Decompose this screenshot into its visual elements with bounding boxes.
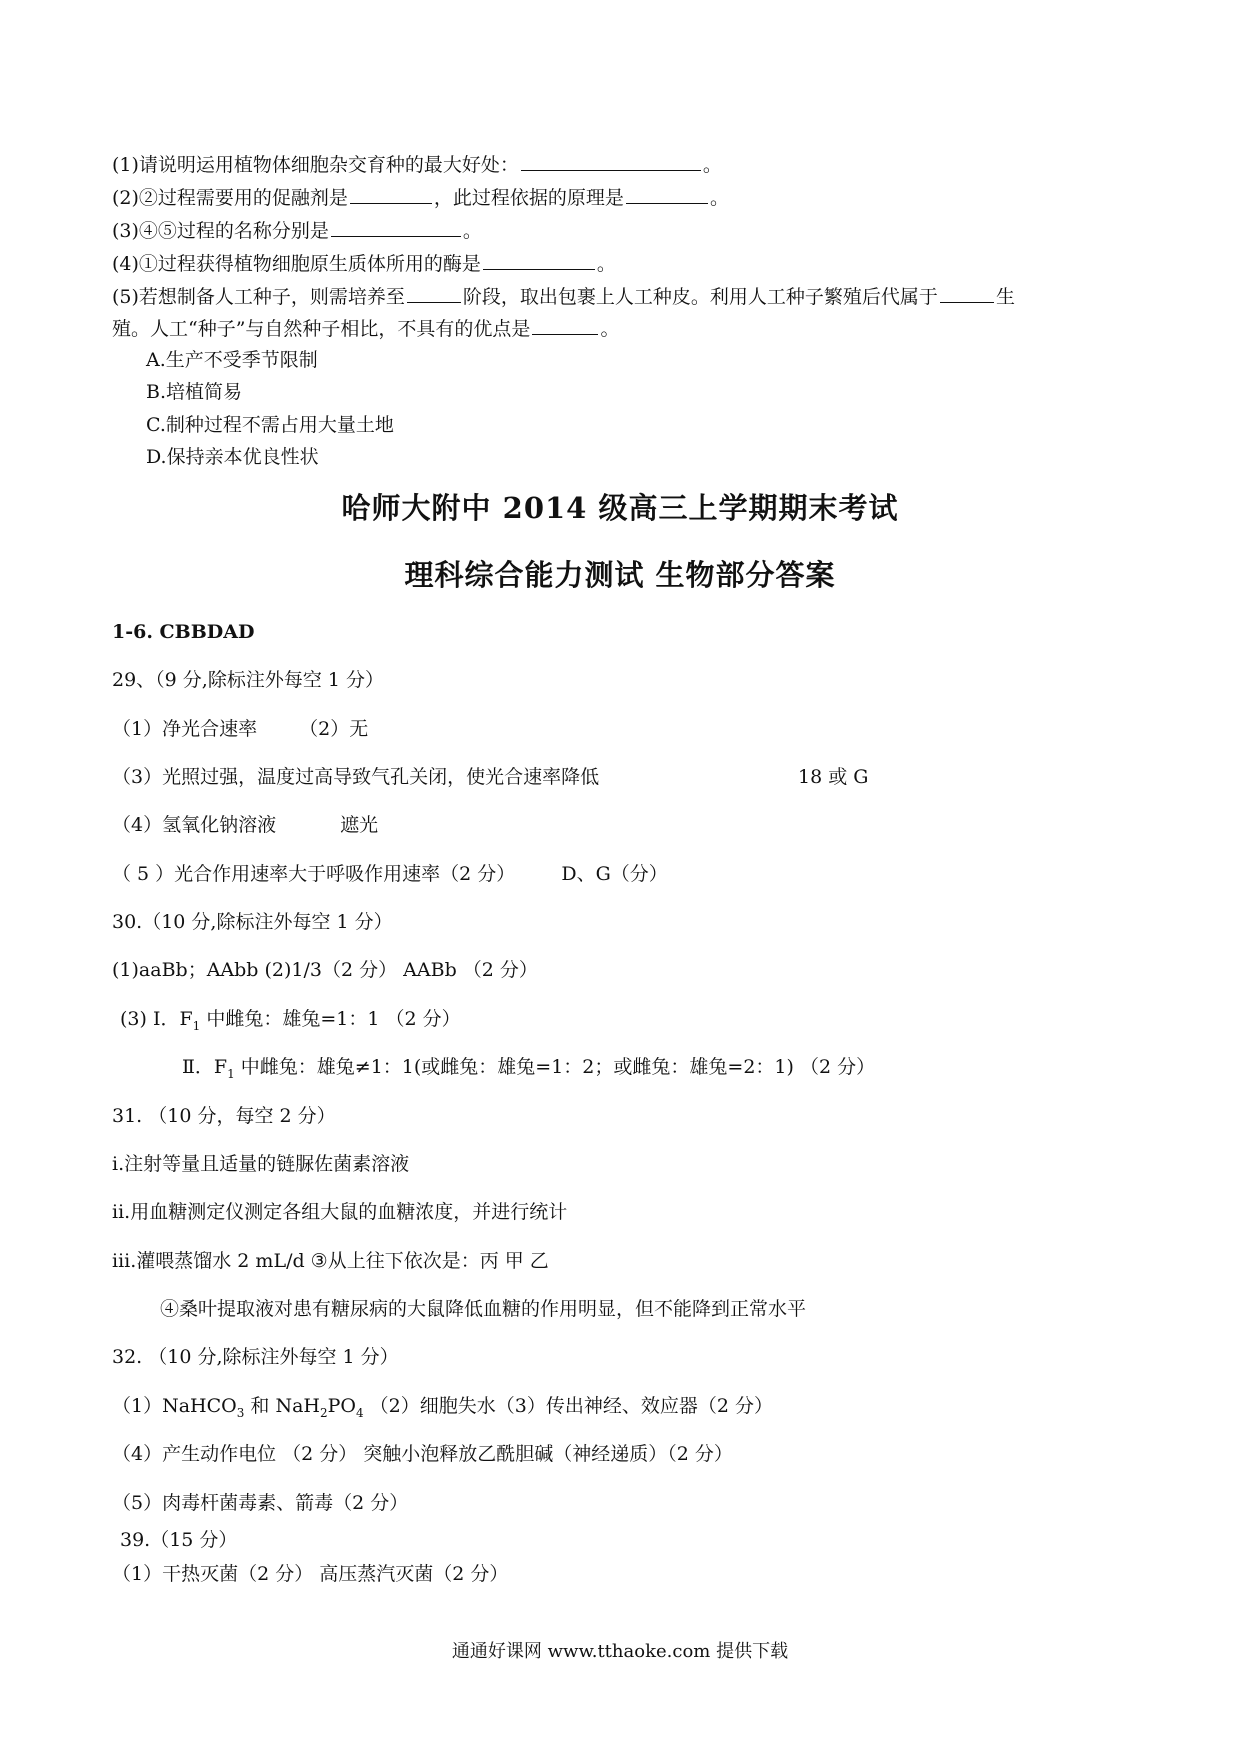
q30-line-1: (1)aaBb；AAbb (2)1/3（2 分） AABb （2 分） <box>112 959 538 981</box>
question-2 <box>112 185 729 210</box>
question-3-text: (3)④⑤过程的名称分别是 <box>112 220 329 242</box>
question-4 <box>112 251 616 276</box>
subscript: 3 <box>236 1405 245 1420</box>
q29-answer-1: （1）净光合速率 <box>112 718 258 740</box>
answer-title: 哈师大附中 2014 级高三上学期期末考试 <box>341 491 899 525</box>
answer-subtitle: 理科综合能力测试 生物部分答案 <box>404 558 836 592</box>
q31-header: 31. （10 分，每空 2 分） <box>112 1105 336 1127</box>
q29-answer-4b: 遮光 <box>340 814 379 836</box>
answer-blank <box>940 284 994 303</box>
footer: 通通好课网 www.tthaoke.com 提供下载 <box>451 1641 789 1662</box>
question-2-text: (2)②过程需要用的促融剂是 <box>112 187 348 209</box>
q29-line-1 <box>112 717 368 741</box>
question-1-text: (1)请说明运用植物体细胞杂交育种的最大好处： <box>112 154 519 176</box>
option-b: B.培植简易 <box>146 381 243 403</box>
q32-line-5: （5）肉毒杆菌毒素、箭毒（2 分） <box>112 1492 409 1514</box>
question-4-end: 。 <box>596 253 616 275</box>
answer-blank <box>483 251 595 270</box>
subscript: 1 <box>192 1018 201 1033</box>
question-2-end: 。 <box>709 187 729 209</box>
q30-answer-4: Ⅱ．F <box>182 1056 228 1078</box>
q29-answer-4: （4）氢氧化钠溶液 <box>112 814 277 836</box>
answer-blank <box>626 185 708 204</box>
subscript: 1 <box>227 1066 235 1081</box>
q29-line-4 <box>112 813 378 837</box>
q31-line-iii: ⅲ.灌喂蒸馏水 2 mL/d ③从上往下依次是：丙 甲 乙 <box>112 1250 549 1272</box>
q32-line-4: （4）产生动作电位 （2 分） 突触小泡释放乙酰胆碱（神经递质）（2 分） <box>112 1443 733 1465</box>
option-a: A.生产不受季节限制 <box>146 349 318 371</box>
q30-answer-4b: 中雌兔：雄兔≠1：1(或雌兔：雄兔=1：2；或雌兔：雄兔=2：1) （2 分） <box>234 1056 876 1078</box>
q32-answer-1b: 和 NaH <box>244 1395 320 1417</box>
q30-line-4 <box>182 1055 875 1086</box>
q32-header: 32. （10 分,除标注外每空 1 分） <box>112 1346 399 1368</box>
question-5b-text: 殖。人工“种子”与自然种子相比，不具有的优点是 <box>112 318 531 340</box>
question-5-text: (5)若想制备人工种子，则需培养至 <box>112 286 405 308</box>
q29-answer-3: （3）光照过强，温度过高导致气孔关闭，使光合速率降低 <box>112 766 600 788</box>
question-1 <box>112 152 722 177</box>
option-d: D.保持亲本优良性状 <box>146 446 319 468</box>
question-1-end: 。 <box>702 154 722 176</box>
answer-blank <box>521 152 701 171</box>
mc-answers: 1-6. CBBDAD <box>112 621 255 643</box>
question-5-text-2: 阶段，取出包裹上人工种皮。利用人工种子繁殖后代属于 <box>462 286 938 308</box>
q32-answer-1d: （2）细胞失水（3）传出神经、效应器（2 分） <box>363 1395 773 1417</box>
q29-answer-5: （ 5 ）光合作用速率大于呼吸作用速率（2 分） <box>112 863 516 885</box>
q32-answer-1c: PO <box>327 1395 356 1417</box>
question-2-text-2: ，此过程依据的原理是 <box>433 187 624 209</box>
q39-line-1: （1）干热灭菌（2 分） 高压蒸汽灭菌（2 分） <box>112 1563 509 1585</box>
q30-answer-3b: 中雌兔：雄兔=1：1 （2 分） <box>200 1008 461 1030</box>
answer-blank <box>407 284 461 303</box>
q29-answer-3b: 18 或 G <box>798 766 869 788</box>
q29-answer-2: （2）无 <box>299 718 369 740</box>
q39-header: 39.（15 分） <box>120 1529 238 1551</box>
q30-line-3 <box>120 1007 461 1038</box>
q29-line-3 <box>112 765 599 789</box>
answer-blank <box>331 218 461 237</box>
question-4-text: (4)①过程获得植物细胞原生质体所用的酶是 <box>112 253 481 275</box>
answer-blank <box>350 185 432 204</box>
question-3-end: 。 <box>462 220 482 242</box>
q29-answer-5b: D、G（分） <box>561 863 668 885</box>
question-5-end: 生 <box>995 286 1015 308</box>
option-c: C.制种过程不需占用大量土地 <box>146 414 394 436</box>
question-3 <box>112 218 482 243</box>
q32-line-1 <box>112 1394 773 1425</box>
q30-header: 30.（10 分,除标注外每空 1 分） <box>112 911 393 933</box>
q32-answer-1: （1）NaHCO <box>112 1395 237 1417</box>
subscript: 2 <box>319 1405 328 1420</box>
q29-line-5 <box>112 862 668 886</box>
question-5-continued <box>112 316 619 341</box>
q29-header: 29、（9 分,除标注外每空 1 分） <box>112 669 385 691</box>
subscript: 4 <box>356 1405 364 1420</box>
question-5 <box>112 284 1015 309</box>
answer-blank <box>532 316 598 335</box>
q30-answer-3: (3) I．F <box>120 1008 193 1030</box>
question-5b-end: 。 <box>600 318 620 340</box>
q31-line-i: ⅰ.注射等量且适量的链脲佐菌素溶液 <box>112 1153 410 1175</box>
q31-line-ii: ⅱ.用血糖测定仪测定各组大鼠的血糖浓度，并进行统计 <box>112 1201 568 1223</box>
q31-line-iv: ④桑叶提取液对患有糖尿病的大鼠降低血糖的作用明显，但不能降到正常水平 <box>160 1298 807 1320</box>
